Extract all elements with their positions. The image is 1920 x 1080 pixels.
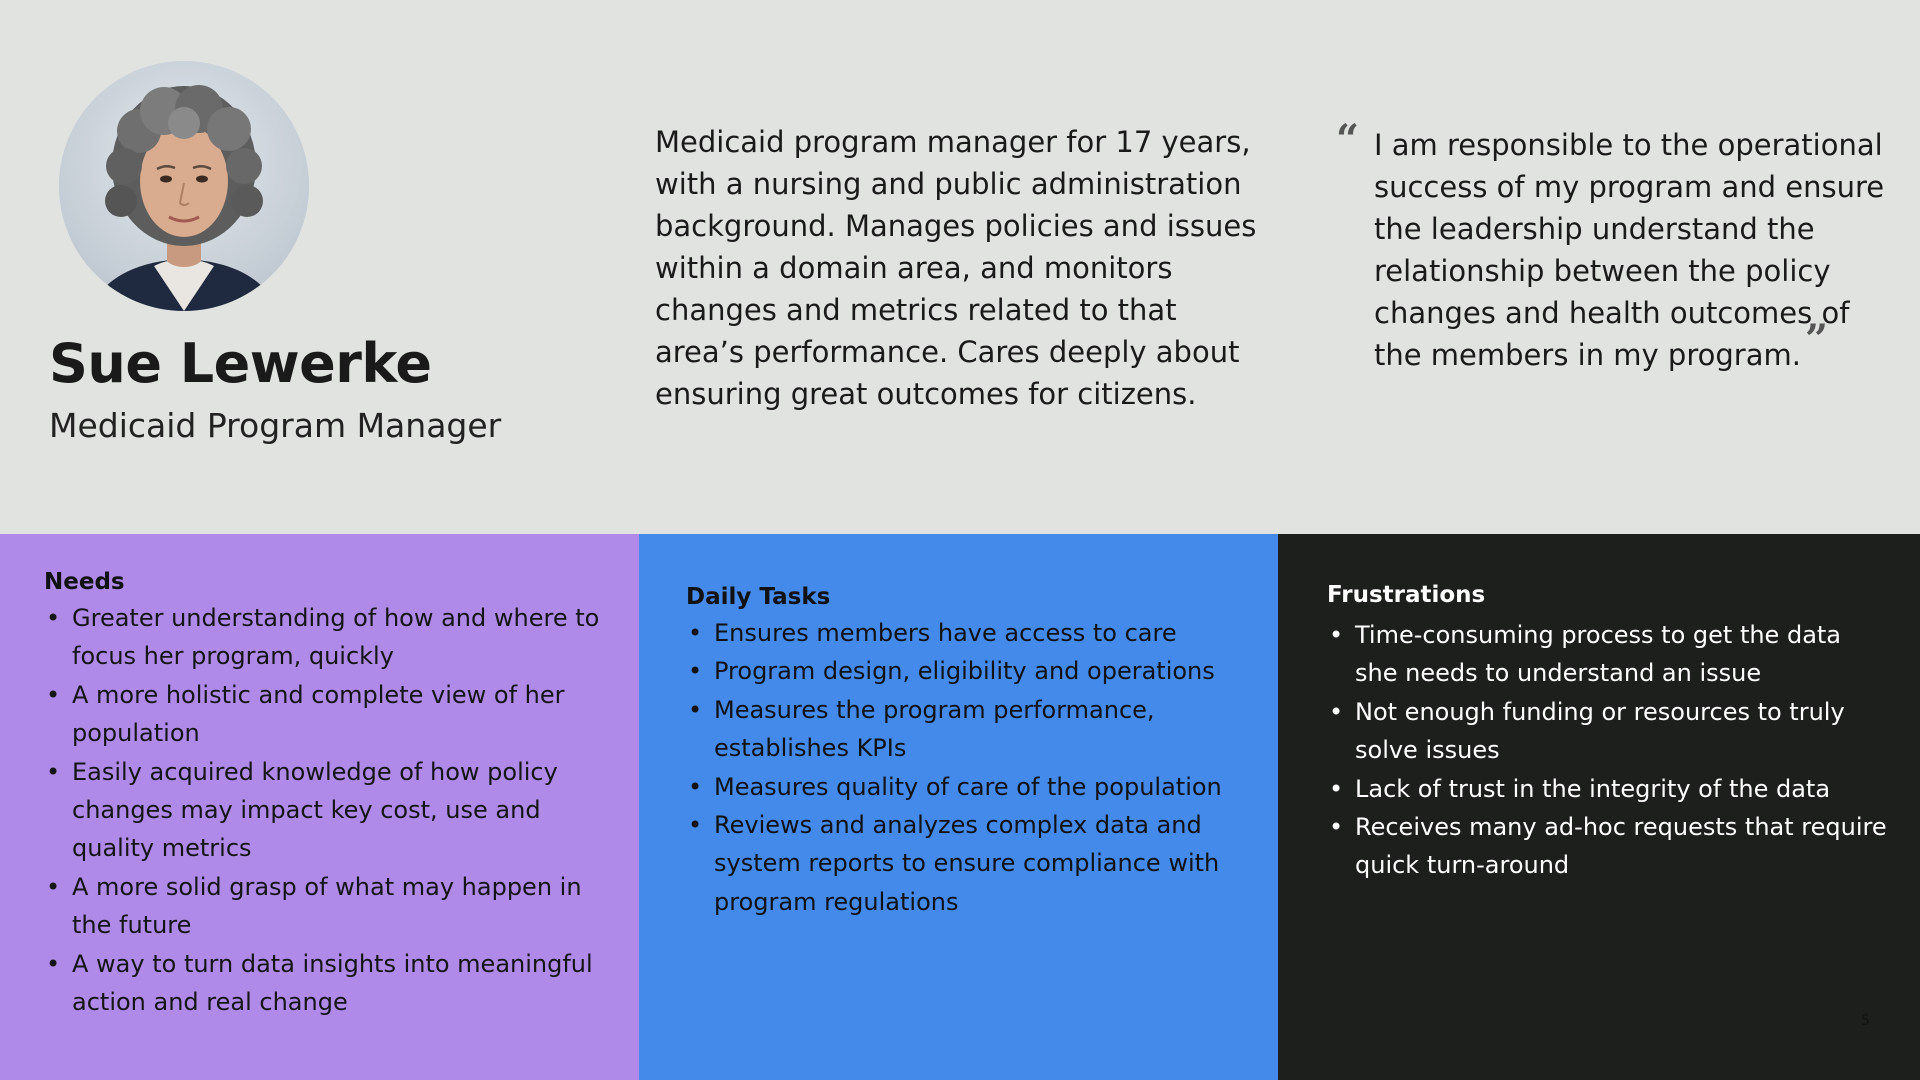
list-item: • Measures quality of care of the population — [686, 768, 1246, 806]
list-item: • Not enough funding or resources to truly solve issues — [1327, 693, 1887, 770]
list-item: • Lack of trust in the integrity of the data — [1327, 770, 1887, 808]
list-item: • A more holistic and complete view of her population — [44, 676, 604, 753]
quote-body — [1374, 124, 1894, 376]
persona-portrait-icon — [59, 61, 309, 311]
close-quote-mark: ” — [1804, 316, 1828, 363]
frustrations-panel — [1278, 534, 1920, 1080]
list-item: • Measures the program performance, establishes KPIs — [686, 691, 1246, 768]
list-item: • A more solid grasp of what may happen in the future — [44, 868, 604, 945]
list-item: • Easily acquired knowledge of how policy changes may impact key cost, use and quality metrics — [44, 753, 604, 868]
page-number: 5 — [1861, 1013, 1870, 1029]
list-item: • Program design, eligibility and operations — [686, 652, 1246, 690]
daily-tasks-panel — [639, 534, 1278, 1080]
persona-header — [0, 0, 1920, 534]
list-item: • Reviews and analyzes complex data and system reports to ensure compliance with program regulations — [686, 806, 1246, 921]
daily-tasks-title: Daily Tasks — [686, 584, 831, 610]
list-item: • Greater understanding of how and where to focus her program, quickly — [44, 599, 604, 676]
frustrations-title: Frustrations — [1327, 582, 1486, 608]
daily-tasks-list — [686, 614, 1246, 921]
frustrations-list — [1327, 616, 1887, 885]
persona-name: Sue Lewerke — [49, 332, 432, 395]
open-quote-mark: “ — [1336, 116, 1360, 163]
needs-list — [44, 599, 604, 1021]
list-item: • A way to turn data insights into meaningful action and real change — [44, 945, 604, 1022]
avatar — [59, 61, 309, 311]
quote-text: I am responsible to the operational success of my program and ensure the leadership understand the relationship between the policy changes and health outcomes of the members in my program. — [1374, 128, 1885, 372]
needs-panel — [0, 534, 639, 1080]
list-item: • Ensures members have access to care — [686, 614, 1246, 652]
list-item: • Receives many ad-hoc requests that require quick turn-around — [1327, 808, 1887, 885]
persona-role: Medicaid Program Manager — [49, 406, 502, 445]
persona-bio: Medicaid program manager for 17 years, with a nursing and public administration background. Manages policies and issues within a domain area, and monitors changes and metrics related to that area’s performance. Cares deeply about ensuring great outcomes for citizens. — [655, 125, 1257, 411]
list-item: • Time-consuming process to get the data she needs to understand an issue — [1327, 616, 1887, 693]
needs-title: Needs — [44, 569, 125, 595]
